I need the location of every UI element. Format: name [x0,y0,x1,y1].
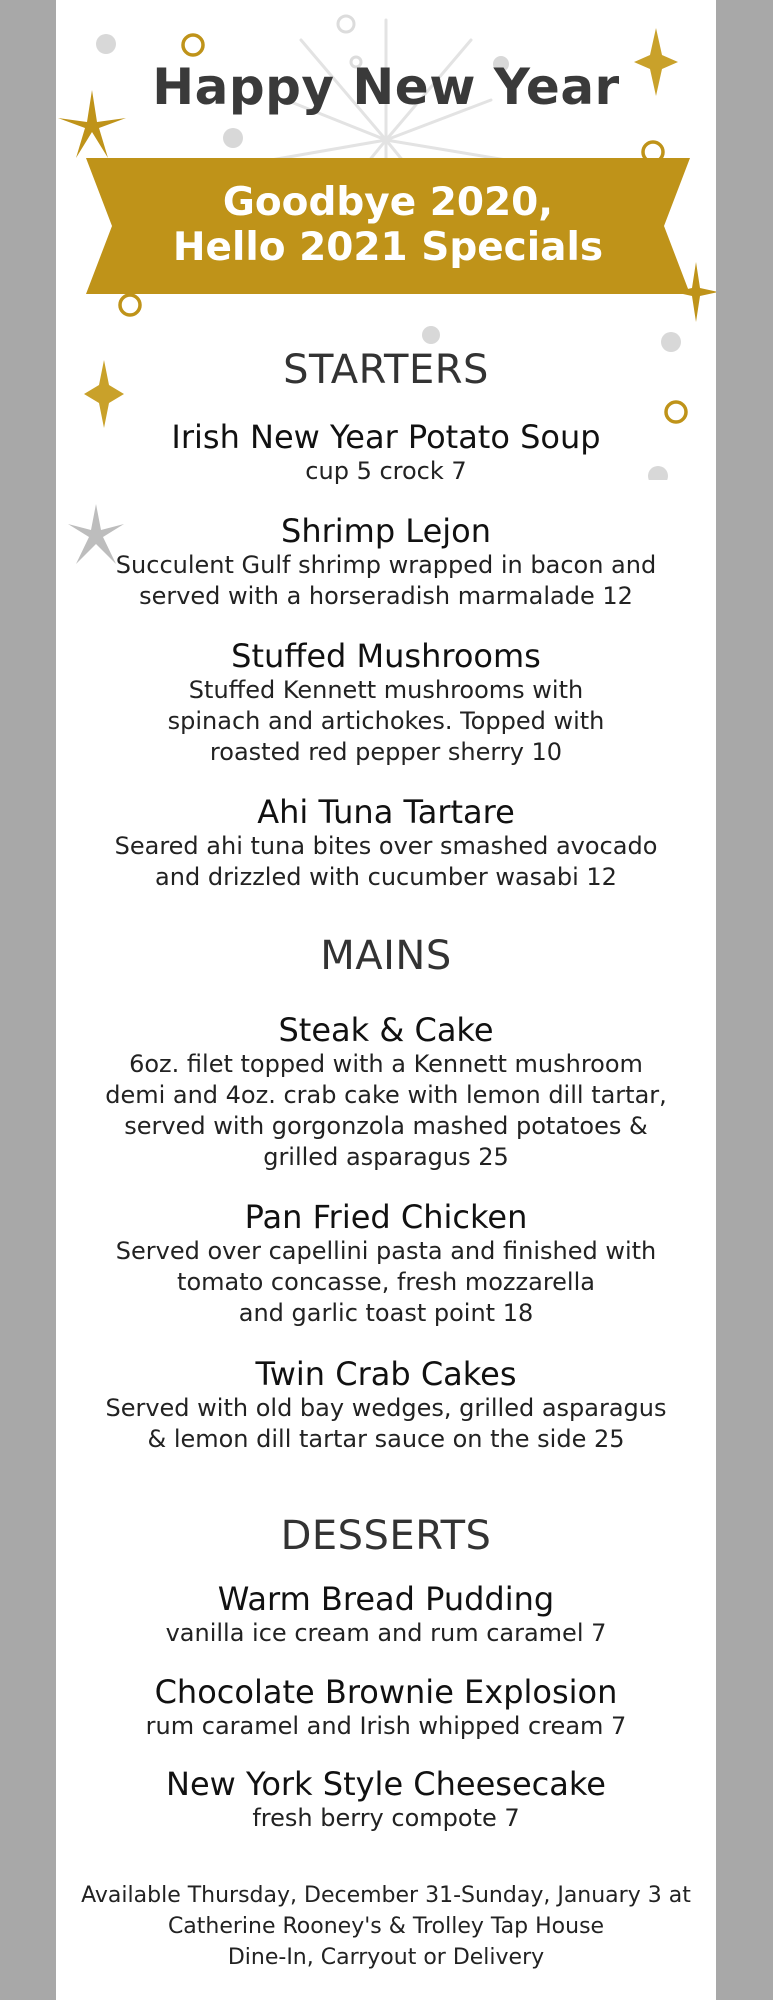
menu-item [56,1011,716,1173]
section-heading-mains: MAINS [320,933,452,979]
menu-item [56,1355,716,1455]
item-name: Ahi Tuna Tartare [257,793,515,831]
item-description: Served with old bay wedges, grilled asparagus & lemon dill tartar sauce on the side 25 [105,1394,667,1453]
item-name: Twin Crab Cakes [255,1355,517,1393]
banner-line-2: Hello 2021 Specials [172,225,604,270]
menu-item [56,418,716,487]
specials-banner [86,158,690,294]
menu-page [56,0,716,2000]
menu-item [56,1580,716,1649]
availability-note: Available Thursday, December 31-Sunday, January 3 at Catherine Rooney's & Trolley Tap House Dine-In, Carryout or Delivery [81,1883,691,1970]
menu-item [56,512,716,612]
item-description: cup 5 crock 7 [305,457,467,485]
item-name: New York Style Cheesecake [166,1765,606,1803]
item-description: Succulent Gulf shrimp wrapped in bacon and served with a horseradish marmalade 12 [115,551,657,610]
item-description: Seared ahi tuna bites over smashed avocado and drizzled with cucumber wasabi 12 [114,832,658,891]
item-description: fresh berry compote 7 [252,1804,520,1832]
item-name: Irish New Year Potato Soup [171,418,601,456]
item-name: Chocolate Brownie Explosion [154,1673,618,1711]
item-description: rum caramel and Irish whipped cream 7 [145,1712,627,1740]
item-description: vanilla ice cream and rum caramel 7 [165,1619,607,1647]
section-heading-starters: STARTERS [283,347,489,393]
menu-item [56,1198,716,1329]
page-title: Happy New Year [152,58,620,116]
item-name: Steak & Cake [278,1011,494,1049]
item-name: Stuffed Mushrooms [231,637,541,675]
item-name: Pan Fried Chicken [244,1198,528,1236]
item-description: Stuffed Kennett mushrooms with spinach and artichokes. Topped with roasted red pepper sherry 10 [167,676,605,766]
menu-item [56,637,716,768]
menu-item [56,793,716,893]
menu-item [56,1673,716,1742]
item-name: Warm Bread Pudding [217,1580,555,1618]
item-description: 6oz. filet topped with a Kennett mushroom demi and 4oz. crab cake with lemon dill tartar, served with gorgonzola mashed potatoes & grilled asparagus 25 [105,1050,667,1171]
item-name: Shrimp Lejon [281,512,491,550]
menu-item [56,1765,716,1834]
item-description: Served over capellini pasta and finished with tomato concasse, fresh mozzarella and garlic toast point 18 [115,1237,657,1327]
banner-line-1: Goodbye 2020, [222,180,554,225]
section-heading-desserts: DESSERTS [280,1513,492,1559]
